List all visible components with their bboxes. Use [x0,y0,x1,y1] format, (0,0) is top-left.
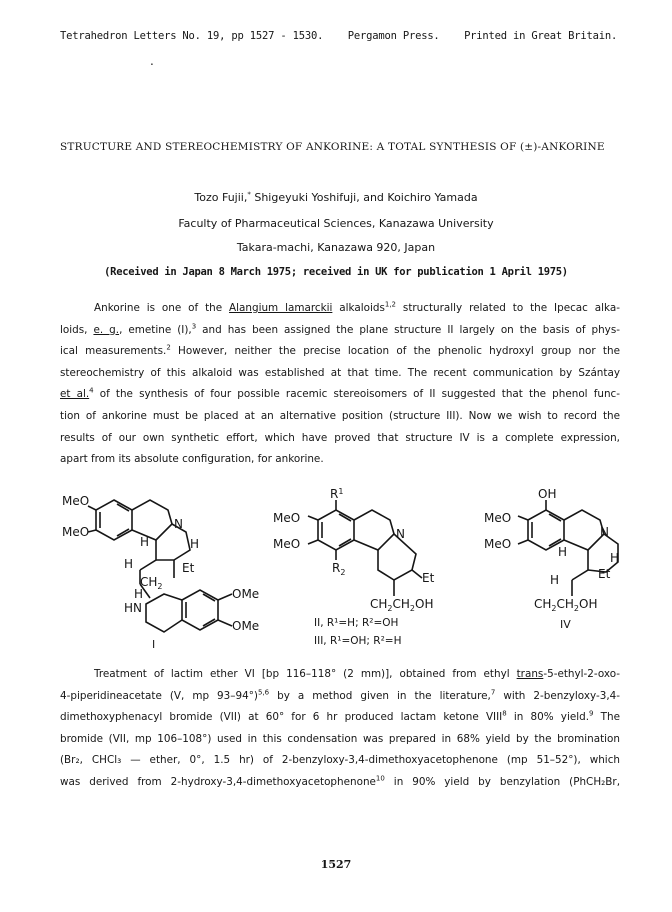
structure-ii-side-chain: $CH_2CH_2OH$ [370,597,434,613]
structure-i-ch2: $CH_2$ [140,575,163,591]
structure-iv-h-1: H [558,545,568,559]
structure-i-h-1: H [140,535,150,549]
structure-i-ome-1: OMe [232,587,260,601]
structure-ii-meo-1: MeO [273,511,301,525]
text-line: was derived from 2-hydroxy-3,4-dimethoxyacetophenone$^{10}$ in 90% yield by benzylation (PhCH₂Br, [60,774,620,788]
text-line: Ankorine is one of the Alangium lamarckii alkaloids$^{1,2}$ structurally related to the Ipecac alka- [94,300,620,314]
structure-iv-meo-1: MeO [484,511,512,525]
paragraph-synthesis [60,664,620,794]
structure-i-ome-2: OMe [232,619,260,633]
structure-iv-et: Et [598,567,611,581]
text-line: results of our own synthetic effort, which have proved that structure IV is a complete expression, [60,431,620,444]
stray-mark: . [150,54,154,68]
journal-header [60,30,617,42]
text-line: apart from its absolute configuration, for ankorine. [60,453,324,466]
structure-ii-caption: II, R¹=H; R²=OH [314,617,399,629]
text-line: dimethoxyphenacyl bromide (VII) at 60° for 6 hr produced lactam ketone VIII$^8$ in 80% yield.$^9$ The [60,709,620,724]
paragraph-intro [60,298,620,471]
structure-iv-meo-2: MeO [484,537,512,551]
text-line: 4-piperidineacetate (V, mp 93–94°)$^{5,6}$ by a method given in the literature,$^7$ with 2-benzyloxy-3,4- [60,688,620,702]
structure-iv-side-chain: $CH_2CH_2OH$ [534,597,598,613]
structure-i-ring-a [96,500,132,540]
text-line: et al.$^4$ of the synthesis of four possible racemic stereoisomers of II suggested that the phenol func- [60,386,620,401]
structure-ii-r2: $R_2$ [332,561,346,577]
structure-i-h-2: H [190,537,200,551]
author-1: Tozo Fujii, [194,191,248,204]
structure-i-h-4: H [134,587,144,601]
printed-in: Printed in Great Britain. [464,30,618,42]
structure-iv-h-3: H [550,573,560,587]
structure-i-n: N [174,517,183,531]
corresponding-mark: * [247,190,251,199]
structure-iii-caption: III, R¹=OH; R²=H [314,635,402,647]
structure-ii-n: N [396,527,405,541]
text-line: ical measurements.$^2$ However, neither the precise location of the phenolic hydroxyl group nor the [60,343,620,358]
page-number: 1527 [320,858,352,871]
publisher: Pergamon Press. [347,30,440,42]
text-line: stereochemistry of this alkaloid was established at that time. The recent communication by Szántay [60,366,620,379]
journal-citation: Tetrahedron Letters No. 19, pp 1527 - 1530. [60,30,324,42]
authors-rest: Shigeyuki Yoshifuji, and Koichiro Yamada [250,191,478,204]
structure-iv-h-2: H [610,551,620,565]
text-line: tion of ankorine must be placed at an alternative position (structure III). Now we wish to record the [60,409,620,422]
structure-i-label: I [152,638,156,651]
structure-ii-et: Et [422,571,435,585]
structure-i-hn: HN [124,601,142,615]
structure-ii-meo-2: MeO [273,537,301,551]
structure-i-meo-1: MeO [62,494,90,508]
text-line: (Br₂, CHCl₃ — ether, 0°, 1.5 hr) of 2-benzyloxy-3,4-dimethoxyacetophenone (mp 51–52°), which [60,754,620,767]
paper-title: STRUCTURE AND STEREOCHEMISTRY OF ANKORINE: A TOTAL SYNTHESIS OF (±)-ANKORINE [60,141,605,153]
structure-iv-label: IV [560,618,571,631]
text-line: loids, e. g., emetine (I),$^3$ and has been assigned the plane structure II largely on the basis of phys- [60,322,620,336]
structure-i-h-3: H [124,557,134,571]
structure-ii-r1: $R^1$ [330,488,344,501]
affiliation: Faculty of Pharmaceutical Sciences, Kanazawa University [178,217,494,230]
structure-iv-oh: OH [538,488,557,501]
structure-figure [60,488,620,658]
received-dates: (Received in Japan 8 March 1975; received in UK for publication 1 April 1975) [104,266,568,278]
structure-i-meo-2: MeO [62,525,90,539]
structure-i-et: Et [182,561,195,575]
authors [0,191,672,204]
address: Takara-machi, Kanazawa 920, Japan [236,241,436,254]
genus-name: Alangium lamarckii [229,302,333,314]
text-line: Treatment of lactim ether VI [bp 116–118° (2 mm)], obtained from ethyl trans-5-ethyl-2-oxo- [94,668,620,680]
text-line: bromide (VII, mp 106–108°) used in this condensation was prepared in 68% yield by the bromination [60,732,620,745]
structure-iv-n: N [600,525,609,539]
